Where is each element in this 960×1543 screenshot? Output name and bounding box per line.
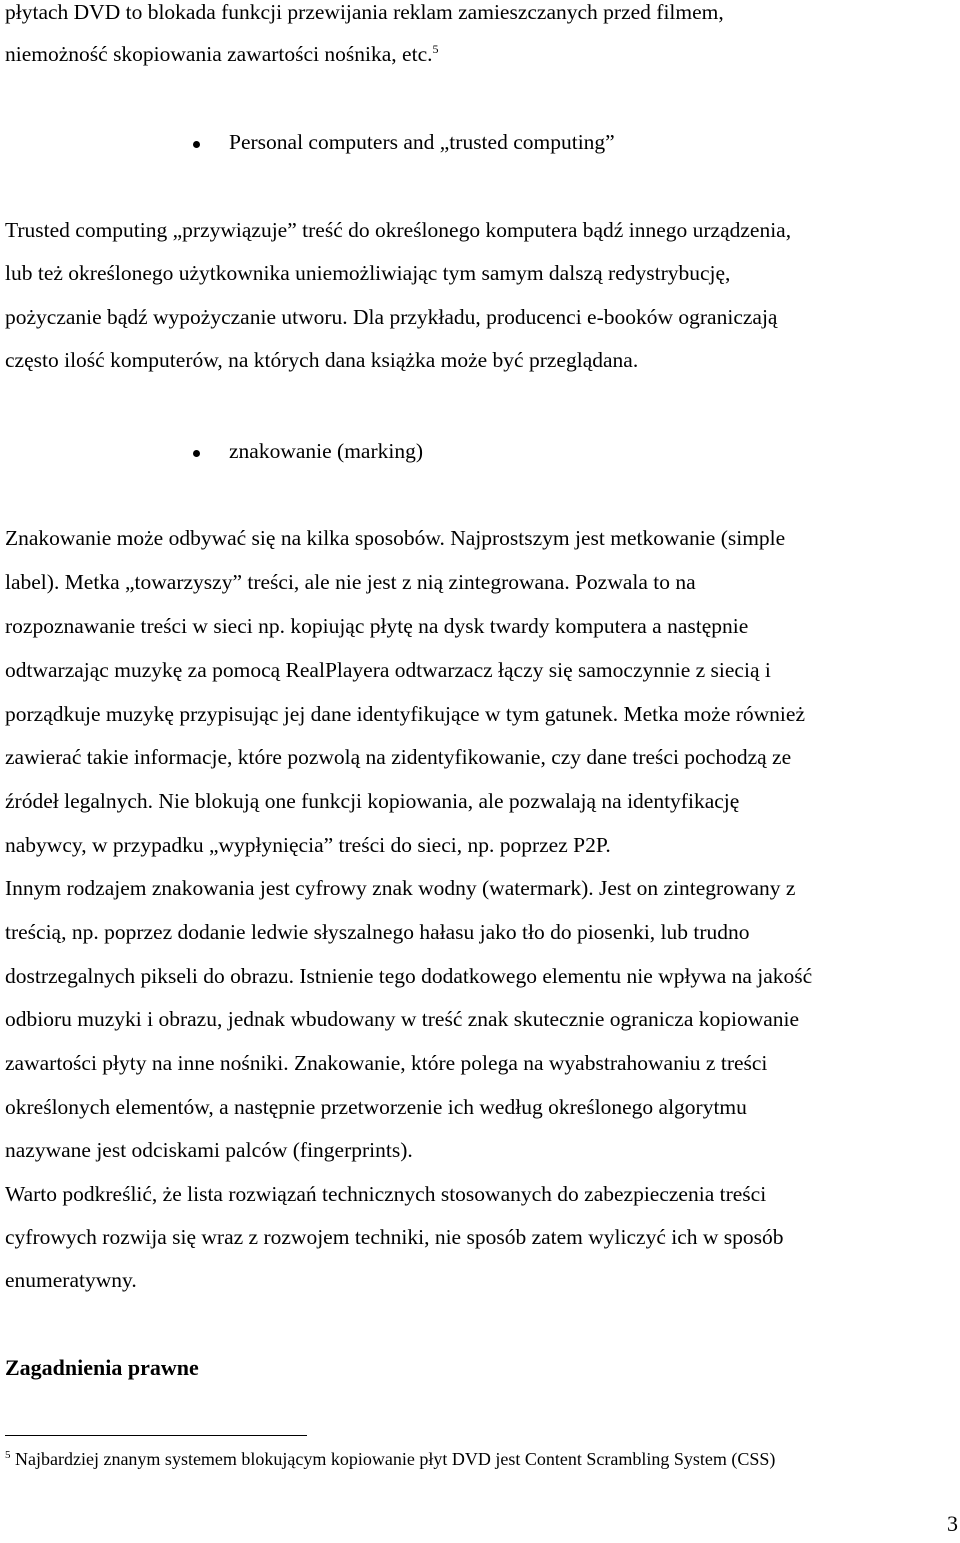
text-line: Warto podkreślić, że lista rozwiązań technicznych stosowanych do zabezpieczenia treści — [5, 1182, 767, 1206]
text-line: treścią, np. poprzez dodanie ledwie słyszalnego hałasu jako tło do piosenki, lub trudno — [5, 920, 750, 944]
footnote-number: 5 — [5, 1449, 11, 1461]
text-line: zawierać takie informacje, które pozwolą na zidentyfikowanie, czy dane treści pochodzą ze — [5, 745, 792, 769]
text-line: cyfrowych rozwija się wraz z rozwojem techniki, nie sposób zatem wyliczyć ich w sposób — [5, 1225, 784, 1249]
text-line: odtwarzając muzykę za pomocą RealPlayera odtwarzacz łączy się samoczynnie z siecią i — [5, 658, 771, 682]
text-line: label). Metka „towarzyszy” treści, ale nie jest z nią zintegrowana. Pozwala to na — [5, 570, 696, 594]
section-heading: Zagadnienia prawne — [5, 1355, 199, 1380]
text-line: określonych elementów, a następnie przetworzenie ich według określonego algorytmu — [5, 1095, 747, 1119]
text-line: nabywcy, w przypadku „wypłynięcia” treści do sieci, np. poprzez P2P. — [5, 833, 611, 857]
text-line: lub też określonego użytkownika uniemożliwiając tym samym dalszą redystrybucję, — [5, 261, 731, 285]
bullet-item-marking — [0, 441, 960, 471]
bullet-text: Personal computers and „trusted computing” — [229, 130, 615, 154]
bullet-icon — [193, 141, 200, 148]
bullet-icon — [193, 450, 200, 457]
text-line: rozpoznawanie treści w sieci np. kopiując płytę na dysk twardy komputera a następnie — [5, 614, 749, 638]
text-line: porządkuje muzykę przypisując jej dane identyfikujące w tym gatunek. Metka może również — [5, 702, 805, 726]
bullet-item-trusted-computing — [0, 132, 960, 162]
footnote-separator — [5, 1435, 307, 1436]
page-number: 3 — [947, 1511, 958, 1536]
text-line: enumeratywny. — [5, 1268, 137, 1292]
text-line: nazywane jest odciskami palców (fingerprints). — [5, 1138, 413, 1162]
bullet-text: znakowanie (marking) — [229, 439, 424, 463]
text-span: niemożność skopiowania zawartości nośnika, etc. — [5, 42, 433, 66]
footnote-text: Najbardziej znanym systemem blokującym kopiowanie płyt DVD jest Content Scrambling System (CSS) — [15, 1449, 776, 1469]
text-line: płytach DVD to blokada funkcji przewijania reklam zamieszczanych przed filmem, — [5, 0, 724, 24]
text-line: źródeł legalnych. Nie blokują one funkcji kopiowania, ale pozwalają na identyfikację — [5, 789, 740, 813]
text-line: dostrzegalnych pikseli do obrazu. Istnienie tego dodatkowego elementu nie wpływa na jakość — [5, 964, 813, 988]
text-line: często ilość komputerów, na których dana książka może być przeglądana. — [5, 348, 639, 372]
text-line: Znakowanie może odbywać się na kilka sposobów. Najprostszym jest metkowanie (simple — [5, 526, 786, 550]
footnote-ref: 5 — [432, 41, 439, 56]
text-line: odbioru muzyki i obrazu, jednak wbudowany w treść znak skutecznie ogranicza kopiowanie — [5, 1007, 800, 1031]
text-line: Innym rodzajem znakowania jest cyfrowy znak wodny (watermark). Jest on zintegrowany z — [5, 876, 796, 900]
text-line: pożyczanie bądź wypożyczanie utworu. Dla przykładu, producenci e-booków ograniczają — [5, 305, 778, 329]
footnote — [5, 1450, 775, 1468]
text-line: Trusted computing „przywiązuje” treść do określonego komputera bądź innego urządzenia, — [5, 218, 792, 242]
text-line: zawartości płyty na inne nośniki. Znakowanie, które polega na wyabstrahowaniu z treści — [5, 1051, 768, 1075]
text-line — [5, 41, 439, 66]
